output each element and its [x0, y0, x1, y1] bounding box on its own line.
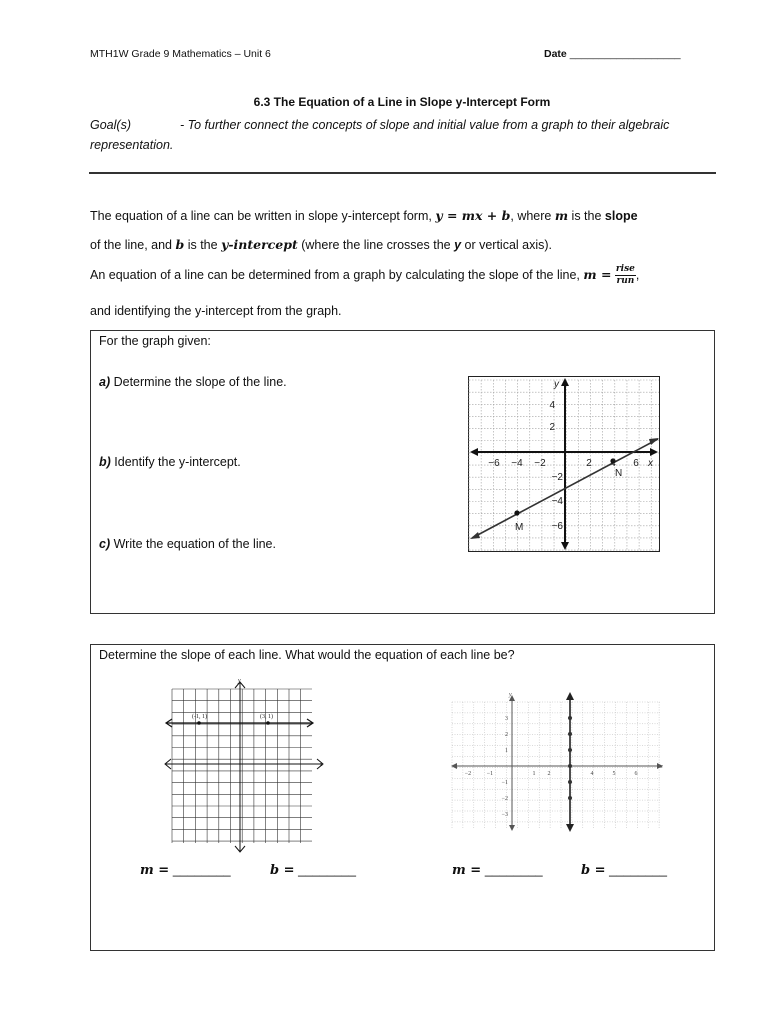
intro-line-2	[90, 236, 720, 254]
y-axis-label: y	[238, 678, 241, 684]
blank-line: ________	[484, 862, 543, 877]
point-2-label: (3, 1)	[260, 714, 273, 720]
intro-text: or vertical axis).	[461, 238, 553, 252]
question-b-text: Identify the y-intercept.	[110, 455, 241, 469]
y-axis-label: y	[554, 379, 559, 390]
page-title: 6.3 The Equation of a Line in Slope y-Intercept Form	[253, 95, 551, 109]
line-arrow-down	[566, 824, 574, 832]
point-m	[514, 510, 519, 515]
intro-text: ,	[635, 267, 640, 282]
goal	[90, 115, 700, 155]
y-tick: 3	[505, 716, 508, 722]
y-tick: 4	[549, 400, 555, 411]
intro-text: , where	[510, 209, 555, 223]
label-m: M	[515, 522, 524, 533]
point-2	[266, 721, 270, 725]
y-axis-arrow-down	[509, 825, 515, 831]
x-tick: 5	[612, 771, 616, 777]
line-graph-1	[468, 376, 660, 552]
x-tick: 1	[532, 771, 536, 777]
blank-line: ________	[298, 862, 356, 877]
x-axis-label: x	[320, 762, 323, 768]
x-tick: −2	[464, 771, 472, 777]
intro-line-3	[90, 264, 720, 287]
intro-text: of the line, and	[90, 238, 176, 252]
intro-text: is the	[568, 209, 605, 223]
intro-text: The equation of a line can be written in slope y-intercept form,	[90, 209, 436, 223]
rise-over-run	[615, 264, 636, 287]
var-y: y	[454, 238, 462, 252]
question-b-label: b)	[99, 455, 111, 469]
date-field	[544, 48, 681, 60]
y-tick: −1	[501, 780, 508, 786]
x-axis-arrow-left	[451, 763, 457, 769]
slope-eq: m =	[583, 266, 612, 282]
goal-text: - To further connect the concepts of slope and initial value from a graph to their algebraic representation.	[90, 118, 670, 152]
box2-prompt: Determine the slope of each line. What would the equation of each line be?	[99, 648, 515, 662]
answer-b-left[interactable]	[270, 862, 356, 878]
var-m: m	[554, 208, 569, 223]
b-label: b =	[581, 863, 606, 878]
blank-line: ________	[609, 862, 667, 877]
x-tick: 4	[590, 771, 594, 777]
line-graph-2	[162, 675, 328, 855]
frac-run: run	[616, 276, 635, 286]
y-tick: −2	[551, 472, 563, 483]
y-tick: −3	[501, 812, 508, 818]
point	[568, 780, 572, 784]
y-tick: −2	[501, 796, 508, 802]
m-label: m =	[452, 863, 482, 878]
point-1-label: (-1, 1)	[192, 714, 207, 720]
question-b	[99, 455, 241, 469]
intro-text: An equation of a line can be determined from a graph by calculating the slope of the line,	[90, 267, 584, 282]
x-axis-label: x	[648, 458, 653, 469]
x-tick: 4	[610, 458, 616, 469]
y-tick: 1	[505, 748, 508, 754]
point	[568, 764, 572, 768]
divider	[89, 172, 716, 174]
m-label: m =	[140, 863, 170, 878]
term-y-intercept: y-intercept	[221, 237, 298, 252]
var-b: b	[175, 237, 185, 252]
point	[568, 796, 572, 800]
x-tick: 2	[586, 458, 592, 469]
question-a	[99, 375, 287, 389]
line-graph-3	[450, 690, 668, 834]
x-tick: 6	[633, 458, 639, 469]
point	[568, 748, 572, 752]
intro-text: (where the line crosses the	[297, 238, 455, 252]
point	[568, 732, 572, 736]
point-1	[197, 721, 201, 725]
y-tick: −6	[551, 521, 563, 532]
answer-m-right[interactable]	[452, 862, 543, 878]
y-tick: −4	[551, 496, 563, 507]
answer-m-left[interactable]	[140, 862, 231, 878]
x-tick: −4	[511, 458, 523, 469]
question-c-text: Write the equation of the line.	[110, 537, 276, 551]
x-axis-label: x	[660, 764, 663, 770]
x-tick: 2	[547, 771, 551, 777]
question-c	[99, 537, 276, 551]
frac-rise: rise	[615, 264, 635, 274]
goal-label: Goal(s)	[90, 118, 131, 132]
b-label: b =	[270, 863, 295, 878]
intro-text: is the	[184, 238, 222, 252]
intro-line-4: and identifying the y-intercept from the graph.	[90, 304, 342, 318]
label-n: N	[615, 468, 623, 479]
question-a-label: a)	[99, 375, 111, 389]
x-tick: −1	[486, 771, 494, 777]
box1-prompt: For the graph given:	[99, 334, 211, 348]
equation-form: y = mx + b	[435, 208, 511, 223]
point	[568, 716, 572, 720]
blank-line: ________	[172, 862, 231, 877]
term-slope: slope	[604, 209, 638, 223]
x-tick: −6	[488, 458, 500, 469]
y-tick: 2	[549, 422, 555, 433]
x-tick: 6	[634, 771, 638, 777]
question-a-text: Determine the slope of the line.	[110, 375, 287, 389]
question-c-label: c)	[99, 537, 111, 551]
x-tick: −2	[534, 458, 546, 469]
y-axis-label: y	[509, 692, 512, 698]
course-header: MTH1W Grade 9 Mathematics – Unit 6	[90, 48, 271, 60]
date-label: Date	[544, 48, 567, 60]
date-line: ___________________	[569, 48, 681, 60]
y-tick: 2	[505, 732, 508, 738]
intro-line-1	[90, 207, 720, 225]
line-arrow-up	[566, 692, 574, 700]
answer-b-right[interactable]	[581, 862, 667, 878]
